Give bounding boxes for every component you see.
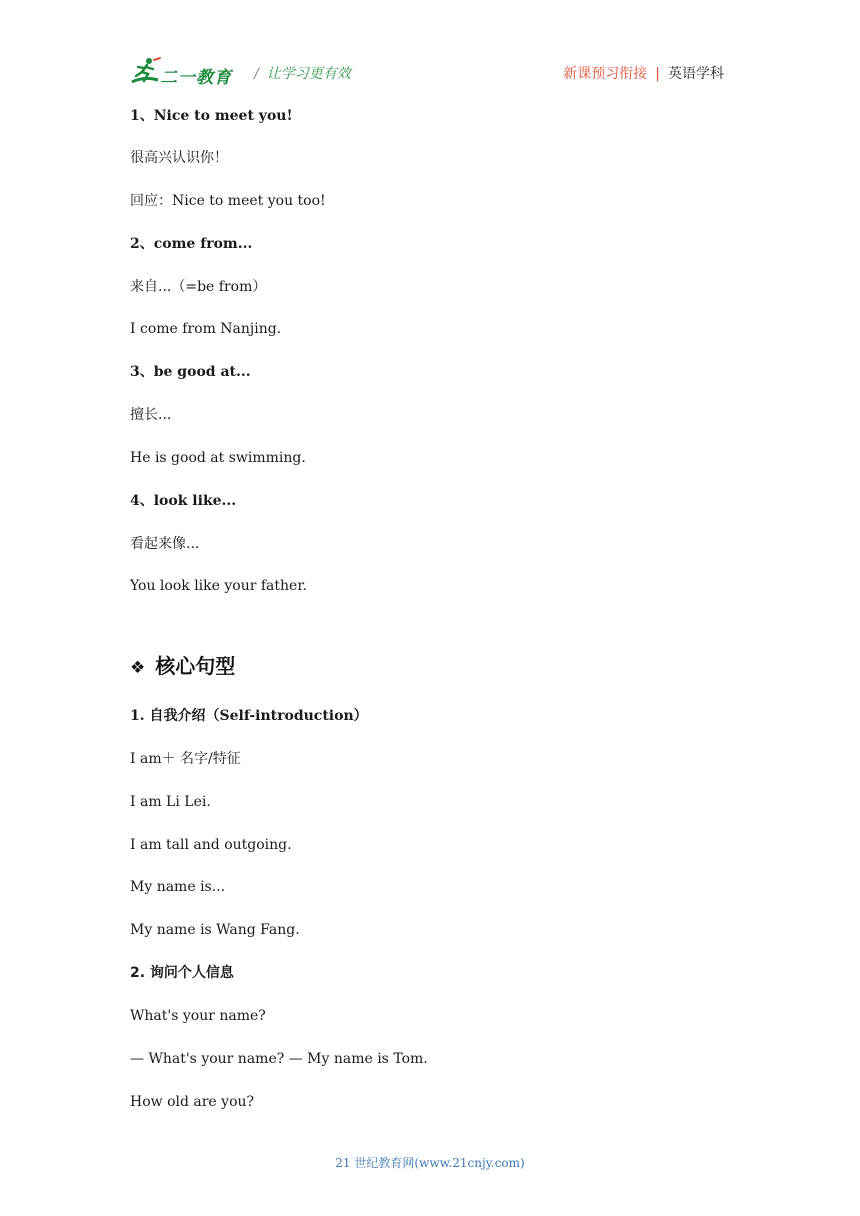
header-divider: |: [655, 66, 660, 82]
phrase-1-title: 1、Nice to meet you!: [130, 108, 293, 124]
sentence-1-line-5: My name is Wang Fang.: [130, 922, 300, 938]
phrase-1-example: 回应：Nice to meet you too!: [130, 193, 326, 209]
sentence-1-line-2: I am Li Lei.: [130, 794, 211, 810]
sentence-2-line-1: What's your name?: [130, 1008, 266, 1024]
sentence-1-title: 1. 自我介绍（Self-introduction）: [130, 708, 368, 724]
runner-logo-icon: [130, 56, 162, 90]
page-header: [130, 56, 730, 92]
sentence-2-line-2: — What's your name? — My name is Tom.: [130, 1051, 428, 1067]
phrase-3-meaning: 擅长...: [130, 407, 172, 423]
phrase-2-meaning: 来自...（=be from）: [130, 279, 267, 295]
logo: [130, 56, 250, 90]
sentence-2-title: 2. 询问个人信息: [130, 965, 234, 981]
sentence-1-line-1: I am＋ 名字/特征: [130, 751, 241, 767]
phrase-3-title: 3、be good at...: [130, 364, 251, 380]
phrase-1-meaning: 很高兴认识你！: [130, 150, 228, 166]
sentence-1-line-4: My name is...: [130, 879, 226, 895]
slogan-separator: /: [254, 66, 259, 82]
diamond-bullet-icon: ❖: [130, 658, 146, 678]
slogan-text: 让学习更有效: [266, 66, 351, 82]
phrase-2-title: 2、come from...: [130, 236, 253, 252]
sentence-2-line-3: How old are you?: [130, 1094, 255, 1110]
phrase-4-title: 4、look like...: [130, 493, 237, 509]
slogan: [254, 63, 351, 83]
section-heading: [130, 650, 235, 679]
phrase-4-example: You look like your father.: [130, 578, 307, 594]
logo-text: 二一教育: [160, 68, 232, 88]
phrase-3-example: He is good at swimming.: [130, 450, 306, 466]
sentence-1-line-3: I am tall and outgoing.: [130, 837, 292, 853]
course-type: 新课预习衔接: [563, 66, 648, 82]
phrase-2-example: I come from Nanjing.: [130, 321, 282, 337]
header-right: [563, 63, 724, 83]
subject-label: 英语学科: [668, 66, 724, 82]
section-title: 核心句型: [155, 654, 236, 678]
page-footer: 21 世纪教育网(www.21cnjy.com): [335, 1156, 525, 1170]
phrase-4-meaning: 看起来像...: [130, 536, 200, 552]
